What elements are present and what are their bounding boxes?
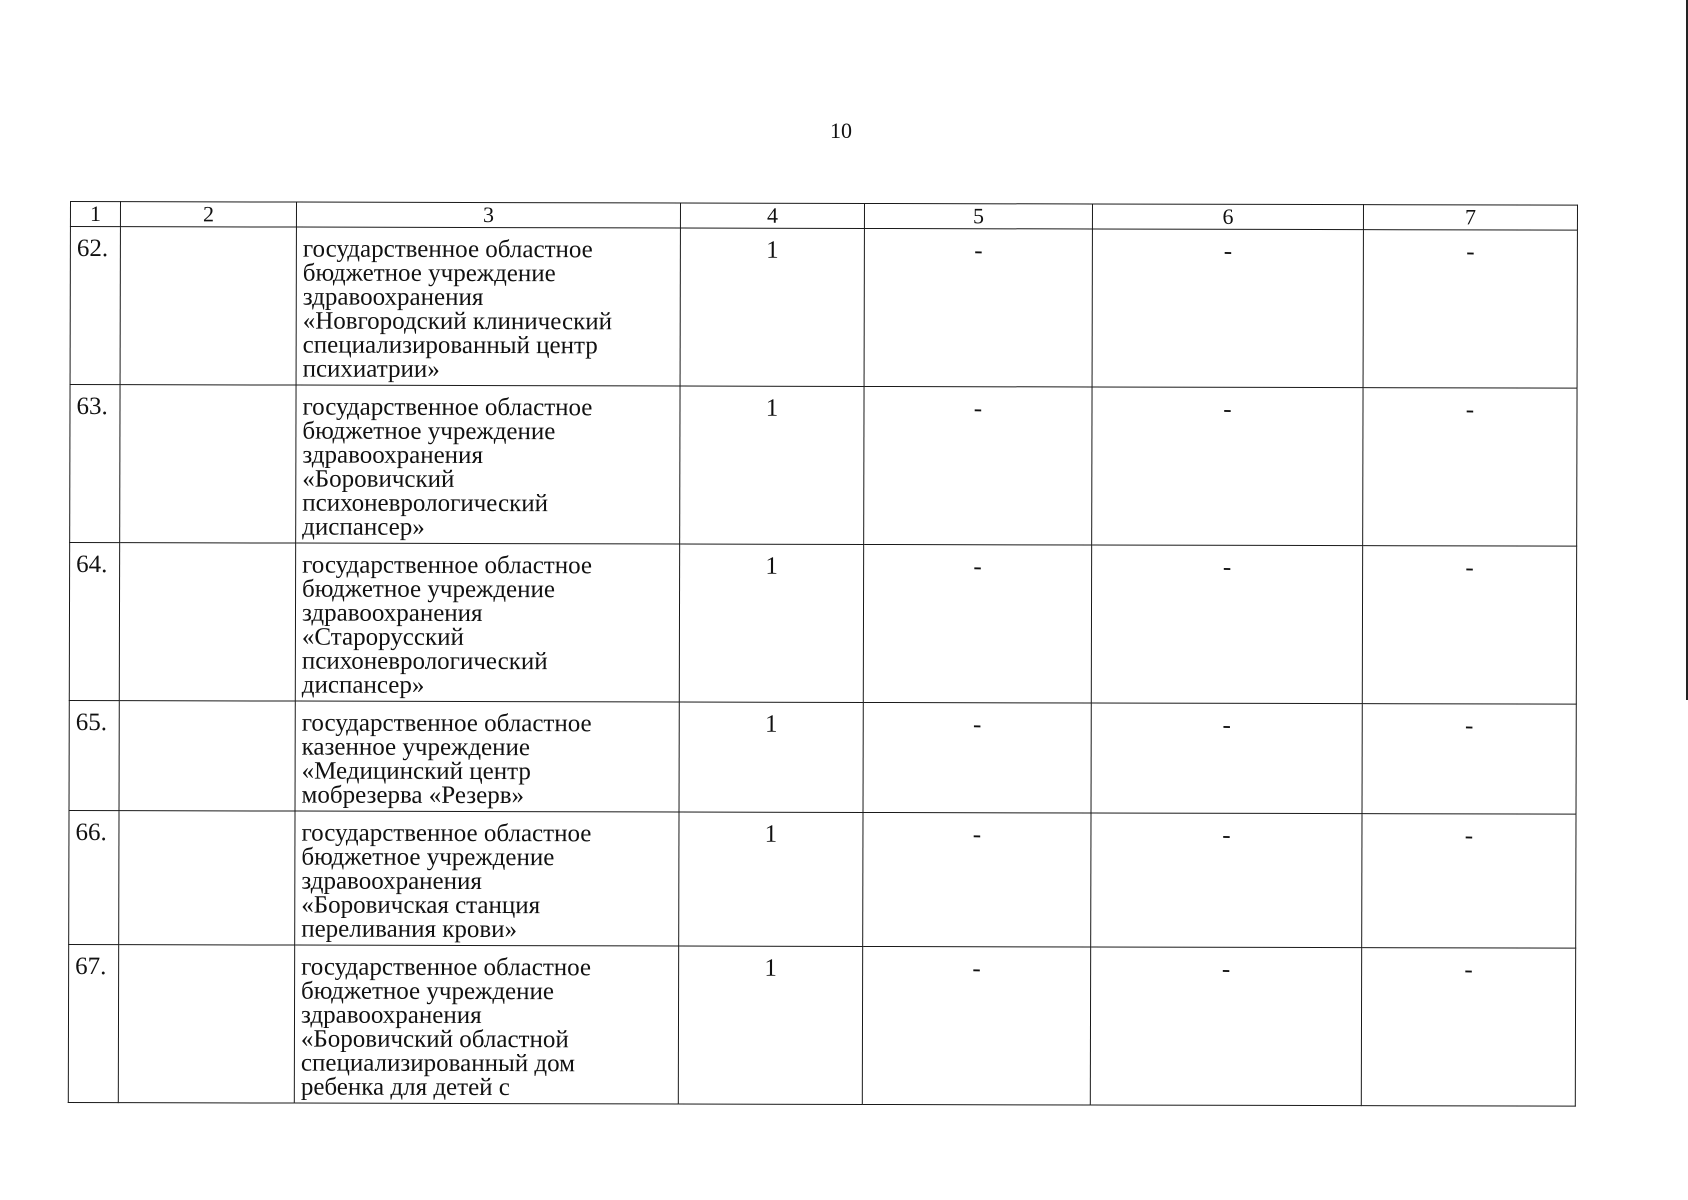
institution-name-line: психоневрологический xyxy=(301,647,548,676)
table-row xyxy=(69,700,1576,814)
institution-name-line: «Новгородский клинический xyxy=(302,307,613,336)
row-col7-cell: - xyxy=(1361,948,1575,1107)
institution-name-line: казенное учреждение xyxy=(301,733,531,762)
institution-name-line: здравоохранения xyxy=(301,867,482,896)
institution-name-line: государственное областное xyxy=(301,953,592,982)
institution-name-cell xyxy=(295,543,679,702)
institution-name-line: бюджетное учреждение xyxy=(302,417,556,446)
row-col4-cell: 1 xyxy=(679,812,863,946)
institution-name-cell xyxy=(294,945,678,1104)
row-number: 63. xyxy=(70,385,120,543)
row-col6-cell: - xyxy=(1091,703,1362,814)
row-col4-cell: 1 xyxy=(680,228,864,386)
table-row xyxy=(69,543,1576,705)
column-header: 7 xyxy=(1363,205,1577,231)
row-col5-cell: - xyxy=(864,228,1092,387)
institution-name-line: «Боровичский xyxy=(302,465,455,493)
institution-name-line: бюджетное учреждение xyxy=(301,977,555,1006)
row-col6-cell: - xyxy=(1091,545,1362,704)
row-col2-cell xyxy=(119,543,295,701)
row-col5-cell: - xyxy=(863,812,1091,947)
institution-name-line: специализированный дом xyxy=(300,1049,576,1078)
column-header: 6 xyxy=(1092,204,1363,230)
institution-name-line: диспансер» xyxy=(302,513,425,541)
row-col6-cell: - xyxy=(1092,387,1363,546)
institution-name-cell xyxy=(295,811,679,946)
row-col2-cell xyxy=(119,701,295,811)
row-col6-cell: - xyxy=(1091,813,1362,948)
row-col7-cell: - xyxy=(1362,814,1576,949)
institutions-table xyxy=(68,201,1578,1107)
row-col4-cell: 1 xyxy=(680,386,864,544)
institution-name-line: здравоохранения xyxy=(301,599,483,628)
row-col4-cell: 1 xyxy=(679,544,863,702)
institution-name-line: диспансер» xyxy=(301,671,425,699)
institution-name-line: психоневрологический xyxy=(302,489,549,518)
page-number: 10 xyxy=(830,118,852,143)
column-header: 4 xyxy=(680,203,864,228)
table-row xyxy=(70,385,1577,547)
institution-name-line: ребенка для детей с xyxy=(300,1073,510,1102)
row-col6-cell: - xyxy=(1092,229,1363,388)
institution-name-cell xyxy=(296,227,680,386)
row-number: 66. xyxy=(69,810,119,944)
row-col5-cell: - xyxy=(862,946,1090,1105)
institution-name-line: государственное областное xyxy=(301,709,592,738)
institution-name-line: бюджетное учреждение xyxy=(302,575,556,604)
row-col4-cell: 1 xyxy=(678,946,862,1104)
row-col7-cell: - xyxy=(1362,546,1576,705)
row-number: 65. xyxy=(69,700,119,810)
row-col2-cell xyxy=(118,945,294,1103)
institution-name-line: психиатрии» xyxy=(302,355,440,383)
table-row xyxy=(69,810,1576,948)
institution-name-line: «Медицинский центр xyxy=(301,757,531,786)
institution-name-line: государственное областное xyxy=(301,819,592,848)
row-col7-cell: - xyxy=(1362,704,1576,815)
row-col7-cell: - xyxy=(1363,230,1577,389)
institution-name-line: государственное областное xyxy=(302,551,593,580)
table-header-row xyxy=(70,202,1577,231)
row-col6-cell: - xyxy=(1090,947,1361,1106)
institution-name-line: здравоохранения xyxy=(302,283,484,312)
row-col5-cell: - xyxy=(864,386,1092,545)
institution-name-line: «Боровичский областной xyxy=(300,1025,569,1054)
row-col2-cell xyxy=(120,227,296,385)
row-col4-cell: 1 xyxy=(679,702,863,812)
institution-name-line: бюджетное учреждение xyxy=(301,843,555,872)
row-col2-cell xyxy=(120,385,296,543)
row-col2-cell xyxy=(119,811,295,945)
institution-name-line: мобрезерва «Резерв» xyxy=(301,781,525,810)
row-number: 64. xyxy=(69,543,119,701)
row-col5-cell: - xyxy=(863,544,1091,703)
institution-name-cell xyxy=(295,701,679,812)
institution-name-line: государственное областное xyxy=(302,235,593,264)
institution-name-cell xyxy=(296,385,680,544)
institution-name-line: бюджетное учреждение xyxy=(302,259,556,288)
row-col7-cell: - xyxy=(1363,388,1577,547)
institution-name-line: здравоохранения xyxy=(302,441,484,470)
institution-name-line: здравоохранения xyxy=(300,1001,482,1030)
row-col5-cell: - xyxy=(863,702,1091,813)
table-row xyxy=(68,944,1575,1106)
institution-name-line: переливания крови» xyxy=(301,915,518,944)
column-header: 1 xyxy=(70,202,120,227)
table-row xyxy=(70,227,1577,389)
institution-name-line: «Старорусский xyxy=(301,623,464,651)
row-number: 62. xyxy=(70,227,120,385)
row-number: 67. xyxy=(68,944,118,1102)
column-header: 3 xyxy=(296,202,680,228)
column-header: 5 xyxy=(864,203,1092,229)
institution-name-line: специализированный центр xyxy=(302,331,598,360)
column-header: 2 xyxy=(120,202,296,227)
institution-name-line: государственное областное xyxy=(302,393,593,422)
institution-name-line: «Боровичская станция xyxy=(301,891,541,920)
